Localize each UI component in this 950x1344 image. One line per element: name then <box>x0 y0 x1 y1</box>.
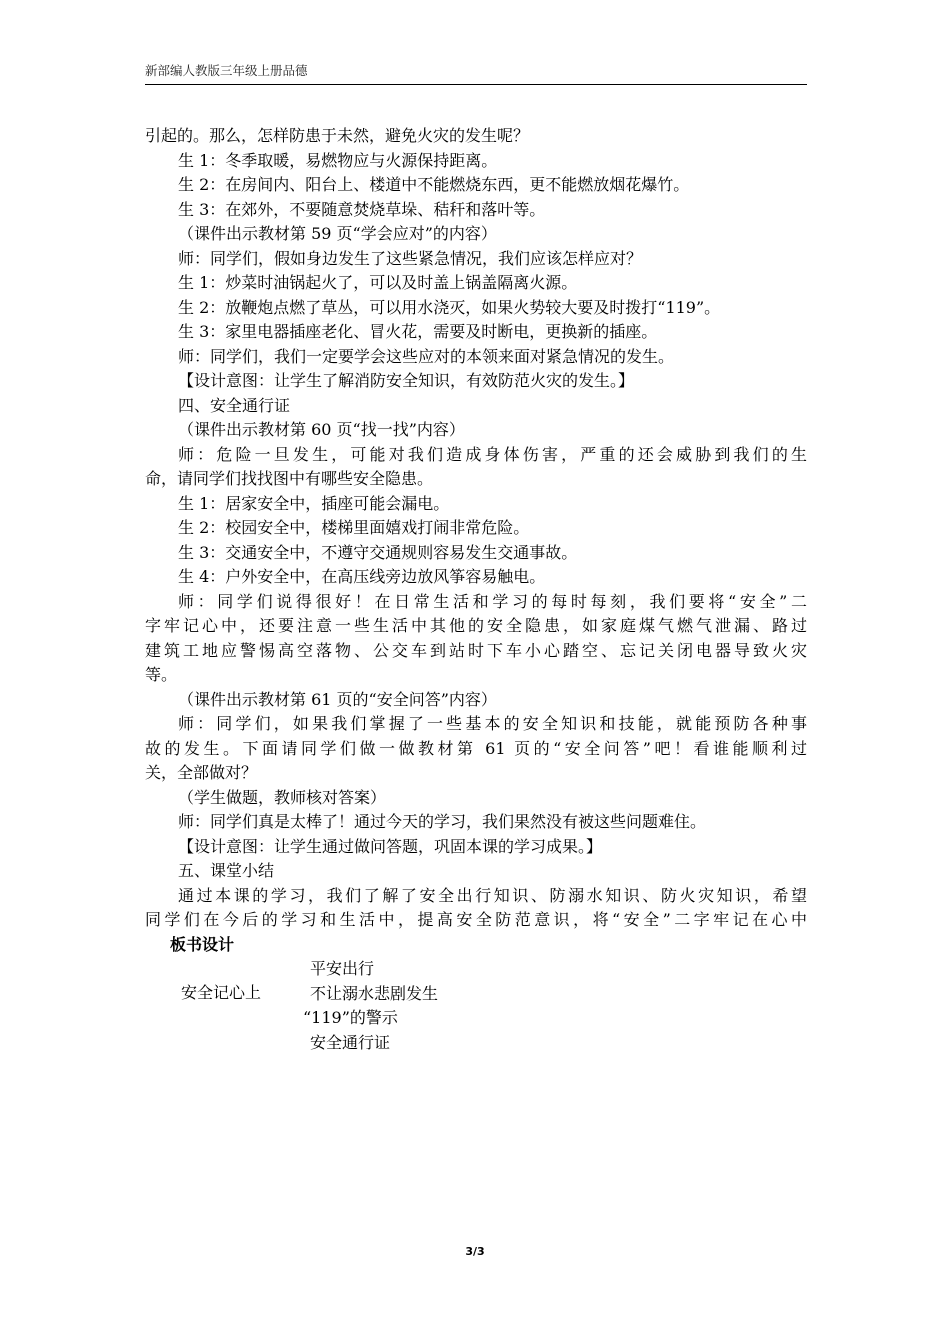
section-heading: 五、课堂小结 <box>178 861 275 880</box>
page-number: 3/3 <box>465 1245 485 1258</box>
text-line: 同学们在今后的学习和生活中，提高安全防范意识，将“安全”二字牢记在心中 <box>145 910 807 929</box>
board-item: 安全通行证 <box>310 1032 391 1052</box>
text-line: 关，全部做对？ <box>145 763 258 782</box>
text-line: （课件出示教材第 61 页的“安全问答”内容） <box>178 689 497 709</box>
page-header: 新部编人教版三年级上册品德 <box>145 62 807 85</box>
text-line: 等。 <box>145 665 178 684</box>
document-body <box>145 124 807 1055</box>
text-line: 生 4：户外安全中，在高压线旁边放风筝容易触电。 <box>178 567 546 586</box>
text-line: 建筑工地应警惕高空落物、公交车到站时下车小心踏空、忘记关闭电器导致火灾 <box>145 640 807 660</box>
text-line: （课件出示教材第 59 页“学会应对”的内容） <box>178 224 497 243</box>
text-line: 师：同学们说得很好！在日常生活和学习的每时每刻，我们要将“安全”二 <box>178 591 807 611</box>
text-line: 师：同学们，我们一定要学会这些应对的本领来面对紧急情况的发生。 <box>178 346 675 366</box>
text-line: 师：同学们，如果我们掌握了一些基本的安全知识和技能，就能预防各种事 <box>178 714 807 733</box>
board-item: “119”的警示 <box>303 1008 398 1027</box>
text-line: 生 2：在房间内、阳台上、楼道中不能燃烧东西，更不能燃放烟花爆竹。 <box>178 175 690 194</box>
text-line: 生 1：冬季取暖，易燃物应与火源保持距离。 <box>178 150 498 170</box>
board-item: 平安出行 <box>310 959 375 978</box>
text-line: 生 2：校园安全中，楼梯里面嬉戏打闹非常危险。 <box>178 518 530 537</box>
text-line: 生 1：居家安全中，插座可能会漏电。 <box>178 493 450 513</box>
text-line: 故的发生。下面请同学们做一做教材第 61 页的“安全问答”吧！看谁能顺利过 <box>145 738 807 758</box>
board-main-title: 安全记心上 <box>181 983 262 1002</box>
text-line: 师：同学们，假如身边发生了这些紧急情况，我们应该怎样应对？ <box>178 248 643 268</box>
board-design-heading: 板书设计 <box>170 934 235 954</box>
text-line: 师：危险一旦发生，可能对我们造成身体伤害，严重的还会威胁到我们的生 <box>178 444 807 464</box>
text-line: 字牢记心中，还要注意一些生活中其他的安全隐患，如家庭煤气燃气泄漏、路过 <box>145 616 807 635</box>
text-line: 生 3：在郊外，不要随意焚烧草垛、秸秆和落叶等。 <box>178 199 546 219</box>
text-line: （课件出示教材第 60 页“找一找”内容） <box>178 420 465 439</box>
text-line: 命，请同学们找找图中有哪些安全隐患。 <box>145 469 434 488</box>
text-line: 师：同学们真是太棒了！通过今天的学习，我们果然没有被这些问题难住。 <box>178 812 707 831</box>
text-line: 引起的。那么，怎样防患于未然，避免火灾的发生呢？ <box>145 126 530 145</box>
board-item: 不让溺水悲剧发生 <box>310 983 439 1003</box>
text-line: （学生做题，教师核对答案） <box>178 787 387 807</box>
text-line: 生 3：家里电器插座老化、冒火花，需要及时断电，更换新的插座。 <box>178 322 658 341</box>
section-heading: 四、安全通行证 <box>178 395 291 415</box>
design-intent-note: 【设计意图：让学生了解消防安全知识，有效防范火灾的发生。】 <box>178 371 635 390</box>
text-line: 通过本课的学习，我们了解了安全出行知识、防溺水知识、防火灾知识，希望 <box>178 885 807 905</box>
board-design <box>145 957 807 1055</box>
design-intent-note: 【设计意图：让学生通过做问答题，巩固本课的学习成果。】 <box>178 836 603 856</box>
text-line: 生 1：炒菜时油锅起火了，可以及时盖上锅盖隔离火源。 <box>178 273 578 292</box>
text-line: 生 2：放鞭炮点燃了草丛，可以用水浇灭，如果火势较大要及时拨打“119”。 <box>178 297 721 317</box>
text-line: 生 3：交通安全中，不遵守交通规则容易发生交通事故。 <box>178 542 578 562</box>
